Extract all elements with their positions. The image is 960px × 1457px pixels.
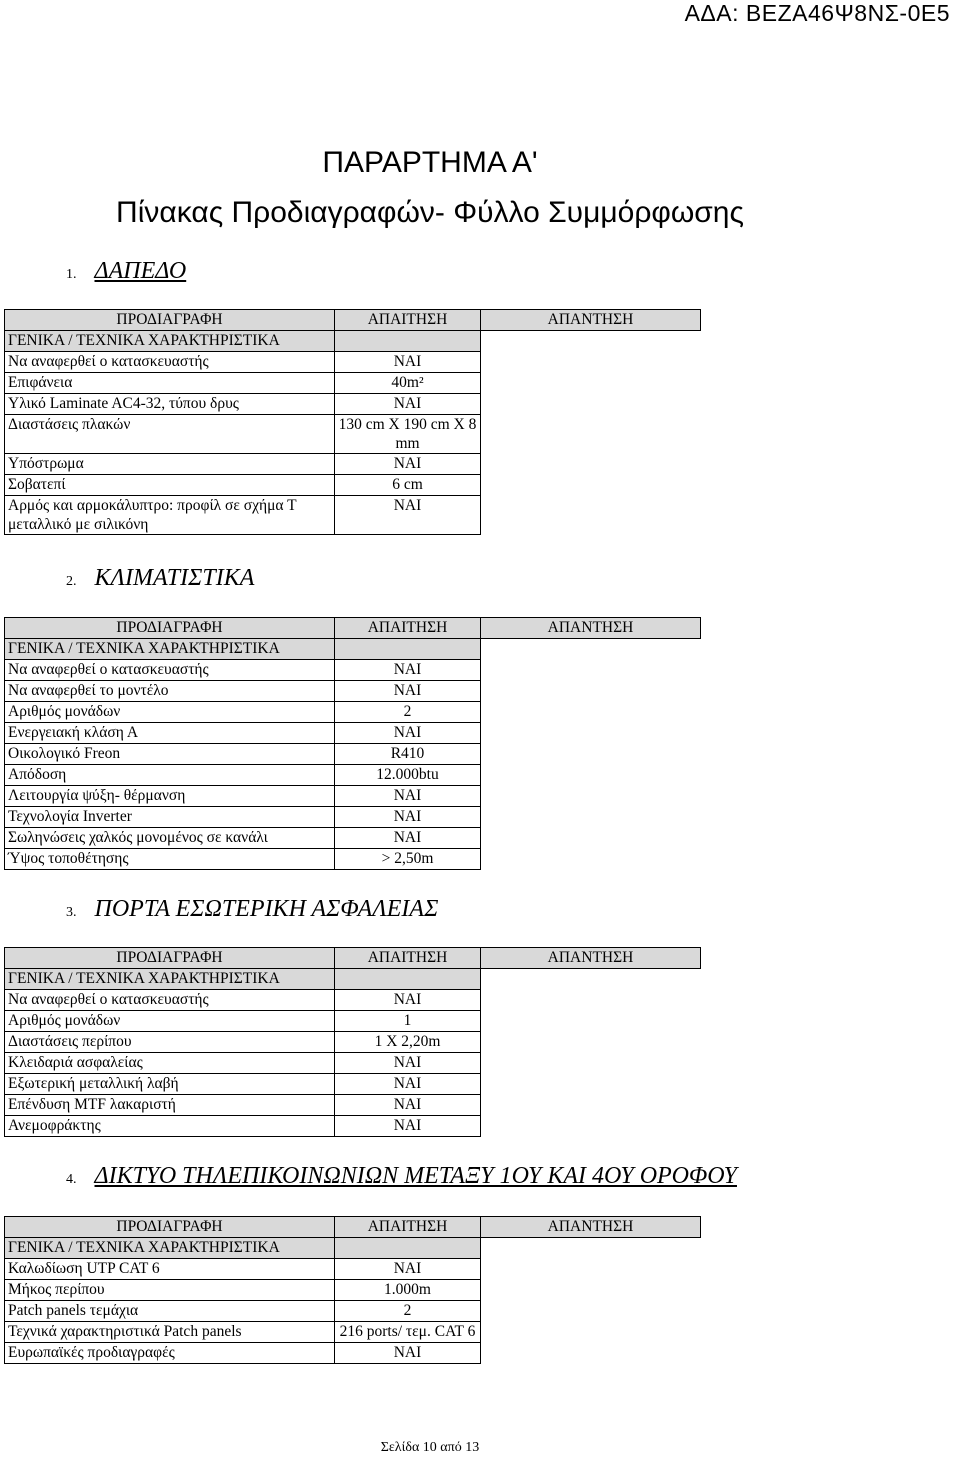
table-row — [5, 765, 701, 786]
section-title: ΚΛΙΜΑΤΙΣΤΙΚΑ — [94, 565, 255, 591]
column-header-requirement: ΑΠΑΙΤΗΣΗ — [335, 948, 481, 969]
requirement-cell: ΝΑΙ — [335, 394, 481, 415]
answer-cell — [481, 723, 701, 744]
table-row — [5, 1095, 701, 1116]
general-requirement-cell — [335, 969, 481, 990]
requirement-cell: 1 — [335, 1011, 481, 1032]
answer-cell — [481, 394, 701, 415]
table-row — [5, 373, 701, 394]
section-heading — [66, 1163, 737, 1190]
table-row — [5, 1074, 701, 1095]
requirement-cell: ΝΑΙ — [335, 828, 481, 849]
answer-cell — [481, 828, 701, 849]
answer-cell — [481, 496, 701, 535]
general-label: ΓΕΝΙΚΑ / ΤΕΧΝΙΚΑ ΧΑΡΑΚΤΗΡΙΣΤΙΚΑ — [5, 969, 335, 990]
requirement-cell: > 2,50m — [335, 849, 481, 870]
spec-cell: Ύψος τοποθέτησης — [5, 849, 335, 870]
spec-cell: Αρμός και αρμοκάλυπτρο: προφίλ σε σχήμα Τ μεταλλικό με σιλικόνη — [5, 496, 335, 535]
spec-cell: Σωληνώσεις χαλκός μονομένος σε κανάλι — [5, 828, 335, 849]
column-header-answer: ΑΠΑΝΤΗΣΗ — [481, 310, 701, 331]
requirement-cell: 12.000btu — [335, 765, 481, 786]
section-heading — [66, 565, 254, 592]
answer-cell — [481, 702, 701, 723]
general-label: ΓΕΝΙΚΑ / ΤΕΧΝΙΚΑ ΧΑΡΑΚΤΗΡΙΣΤΙΚΑ — [5, 639, 335, 660]
answer-cell — [481, 352, 701, 373]
spec-cell: Διαστάσεις περίπου — [5, 1032, 335, 1053]
answer-cell — [481, 660, 701, 681]
requirement-cell: ΝΑΙ — [335, 1053, 481, 1074]
spec-cell: Αριθμός μονάδων — [5, 1011, 335, 1032]
column-header-spec: ΠΡΟΔΙΑΓΡΑΦΗ — [5, 618, 335, 639]
section-number: 2. — [66, 574, 77, 589]
table-row — [5, 1116, 701, 1137]
general-requirement-cell — [335, 331, 481, 352]
answer-cell — [481, 454, 701, 475]
column-header-requirement: ΑΠΑΙΤΗΣΗ — [335, 1217, 481, 1238]
general-label: ΓΕΝΙΚΑ / ΤΕΧΝΙΚΑ ΧΑΡΑΚΤΗΡΙΣΤΙΚΑ — [5, 331, 335, 352]
requirement-cell: ΝΑΙ — [335, 1095, 481, 1116]
spec-cell: Οικολογικό Freon — [5, 744, 335, 765]
answer-cell — [481, 1116, 701, 1137]
table-row — [5, 1032, 701, 1053]
requirement-cell: ΝΑΙ — [335, 1343, 481, 1364]
answer-cell — [481, 969, 701, 990]
spec-cell: Να αναφερθεί ο κατασκευαστής — [5, 352, 335, 373]
requirement-cell: ΝΑΙ — [335, 660, 481, 681]
table-header-row — [5, 310, 701, 331]
table-row — [5, 1280, 701, 1301]
table-row — [5, 1259, 701, 1280]
table-row — [5, 352, 701, 373]
answer-cell — [481, 1074, 701, 1095]
spec-cell: Σοβατεπί — [5, 475, 335, 496]
spec-cell: Αριθμός μονάδων — [5, 702, 335, 723]
table-header-row — [5, 948, 701, 969]
table-row — [5, 744, 701, 765]
requirement-cell: 2 — [335, 702, 481, 723]
general-row — [5, 639, 701, 660]
spec-cell: Κλειδαριά ασφαλείας — [5, 1053, 335, 1074]
spec-cell: Ανεμοφράκτης — [5, 1116, 335, 1137]
answer-cell — [481, 1238, 701, 1259]
table-row — [5, 990, 701, 1011]
spec-cell: Να αναφερθεί ο κατασκευαστής — [5, 660, 335, 681]
table-header-row — [5, 1217, 701, 1238]
answer-cell — [481, 1301, 701, 1322]
requirement-cell: 40m² — [335, 373, 481, 394]
requirement-cell: 1 X 2,20m — [335, 1032, 481, 1053]
requirement-cell: R410 — [335, 744, 481, 765]
answer-cell — [481, 1095, 701, 1116]
spec-cell: Να αναφερθεί το μοντέλο — [5, 681, 335, 702]
table-row — [5, 849, 701, 870]
answer-cell — [481, 475, 701, 496]
answer-cell — [481, 1343, 701, 1364]
answer-cell — [481, 373, 701, 394]
requirement-cell: 1.000m — [335, 1280, 481, 1301]
column-header-spec: ΠΡΟΔΙΑΓΡΑΦΗ — [5, 948, 335, 969]
table-row — [5, 415, 701, 454]
column-header-requirement: ΑΠΑΙΤΗΣΗ — [335, 310, 481, 331]
answer-cell — [481, 765, 701, 786]
general-requirement-cell — [335, 639, 481, 660]
spec-cell: Ενεργειακή κλάση Α — [5, 723, 335, 744]
spec-cell: Εξωτερική μεταλλική λαβή — [5, 1074, 335, 1095]
spec-cell: Υλικό Laminate AC4-32, τύπου δρυς — [5, 394, 335, 415]
spec-cell: Τεχνολογία Inverter — [5, 807, 335, 828]
table-row — [5, 1053, 701, 1074]
spec-cell: Λειτουργία ψύξη- θέρμανση — [5, 786, 335, 807]
spec-table-security-door — [4, 947, 701, 1137]
general-row — [5, 1238, 701, 1259]
requirement-cell: 6 cm — [335, 475, 481, 496]
table-row — [5, 394, 701, 415]
requirement-cell: 2 — [335, 1301, 481, 1322]
table-row — [5, 807, 701, 828]
requirement-cell: 130 cm X 190 cm X 8 mm — [335, 415, 481, 454]
section-title: ΔΑΠΕΔΟ — [94, 258, 187, 284]
answer-cell — [481, 681, 701, 702]
general-requirement-cell — [335, 1238, 481, 1259]
answer-cell — [481, 1322, 701, 1343]
table-row — [5, 786, 701, 807]
answer-cell — [481, 1032, 701, 1053]
requirement-cell: ΝΑΙ — [335, 352, 481, 373]
section-heading — [66, 258, 186, 285]
answer-cell — [481, 1053, 701, 1074]
spec-table-air-conditioning — [4, 617, 701, 870]
spec-cell: Μήκος περίπου — [5, 1280, 335, 1301]
general-row — [5, 331, 701, 352]
table-row — [5, 1301, 701, 1322]
spec-cell: Διαστάσεις πλακών — [5, 415, 335, 454]
annex-title: ΠΑΡΑΡΤΗΜΑ Α' — [322, 146, 538, 179]
table-row — [5, 723, 701, 744]
table-row — [5, 1322, 701, 1343]
table-row — [5, 681, 701, 702]
table-row — [5, 660, 701, 681]
table-row — [5, 475, 701, 496]
table-header-row — [5, 618, 701, 639]
spec-cell: Επιφάνεια — [5, 373, 335, 394]
page-number: Σελίδα 10 από 13 — [380, 1440, 480, 1455]
spec-cell: Ευρωπαϊκές προδιαγραφές — [5, 1343, 335, 1364]
requirement-cell: ΝΑΙ — [335, 723, 481, 744]
section-number: 3. — [66, 905, 77, 920]
general-label: ΓΕΝΙΚΑ / ΤΕΧΝΙΚΑ ΧΑΡΑΚΤΗΡΙΣΤΙΚΑ — [5, 1238, 335, 1259]
answer-cell — [481, 1259, 701, 1280]
requirement-cell: ΝΑΙ — [335, 1074, 481, 1095]
spec-cell: Τεχνικά χαρακτηριστικά Patch panels — [5, 1322, 335, 1343]
requirement-cell: ΝΑΙ — [335, 496, 481, 535]
answer-cell — [481, 331, 701, 352]
requirement-cell: ΝΑΙ — [335, 454, 481, 475]
spec-cell: Καλωδίωση UTP CAT 6 — [5, 1259, 335, 1280]
column-header-spec: ΠΡΟΔΙΑΓΡΑΦΗ — [5, 310, 335, 331]
answer-cell — [481, 639, 701, 660]
table-row — [5, 1011, 701, 1032]
section-heading — [66, 896, 438, 923]
section-title: ΠΟΡΤΑ ΕΣΩΤΕΡΙΚΗ ΑΣΦΑΛΕΙΑΣ — [94, 896, 439, 922]
answer-cell — [481, 786, 701, 807]
answer-cell — [481, 807, 701, 828]
answer-cell — [481, 849, 701, 870]
column-header-answer: ΑΠΑΝΤΗΣΗ — [481, 948, 701, 969]
requirement-cell: ΝΑΙ — [335, 681, 481, 702]
answer-cell — [481, 1280, 701, 1301]
table-row — [5, 702, 701, 723]
table-row — [5, 496, 701, 535]
section-title: ΔΙΚΤΥΟ ΤΗΛΕΠΙΚΟΙΝΩΝΙΩΝ ΜΕΤΑΞΥ 1ΟΥ ΚΑΙ 4ΟΥ ΟΡΟΦΟΥ — [94, 1163, 737, 1189]
spec-table-floor — [4, 309, 701, 535]
section-number: 1. — [66, 267, 77, 282]
spec-cell: Να αναφερθεί ο κατασκευαστής — [5, 990, 335, 1011]
requirement-cell: ΝΑΙ — [335, 1116, 481, 1137]
answer-cell — [481, 744, 701, 765]
requirement-cell: ΝΑΙ — [335, 1259, 481, 1280]
column-header-answer: ΑΠΑΝΤΗΣΗ — [481, 1217, 701, 1238]
ada-code: ΑΔΑ: ΒΕΖΑ46Ψ8ΝΣ-0Ε5 — [684, 0, 950, 26]
section-number: 4. — [66, 1172, 77, 1187]
column-header-requirement: ΑΠΑΙΤΗΣΗ — [335, 618, 481, 639]
table-row — [5, 1343, 701, 1364]
table-row — [5, 828, 701, 849]
spec-table-network — [4, 1216, 701, 1364]
spec-cell: Απόδοση — [5, 765, 335, 786]
answer-cell — [481, 1011, 701, 1032]
requirement-cell: ΝΑΙ — [335, 990, 481, 1011]
spec-cell: Επένδυση MTF λακαριστή — [5, 1095, 335, 1116]
spec-cell: Patch panels τεμάχια — [5, 1301, 335, 1322]
answer-cell — [481, 415, 701, 454]
table-row — [5, 454, 701, 475]
document-title: Πίνακας Προδιαγραφών- Φύλλο Συμμόρφωσης — [116, 196, 744, 229]
requirement-cell: 216 ports/ τεμ. CAT 6 — [335, 1322, 481, 1343]
column-header-spec: ΠΡΟΔΙΑΓΡΑΦΗ — [5, 1217, 335, 1238]
column-header-answer: ΑΠΑΝΤΗΣΗ — [481, 618, 701, 639]
answer-cell — [481, 990, 701, 1011]
general-row — [5, 969, 701, 990]
requirement-cell: ΝΑΙ — [335, 807, 481, 828]
spec-cell: Υπόστρωμα — [5, 454, 335, 475]
requirement-cell: ΝΑΙ — [335, 786, 481, 807]
